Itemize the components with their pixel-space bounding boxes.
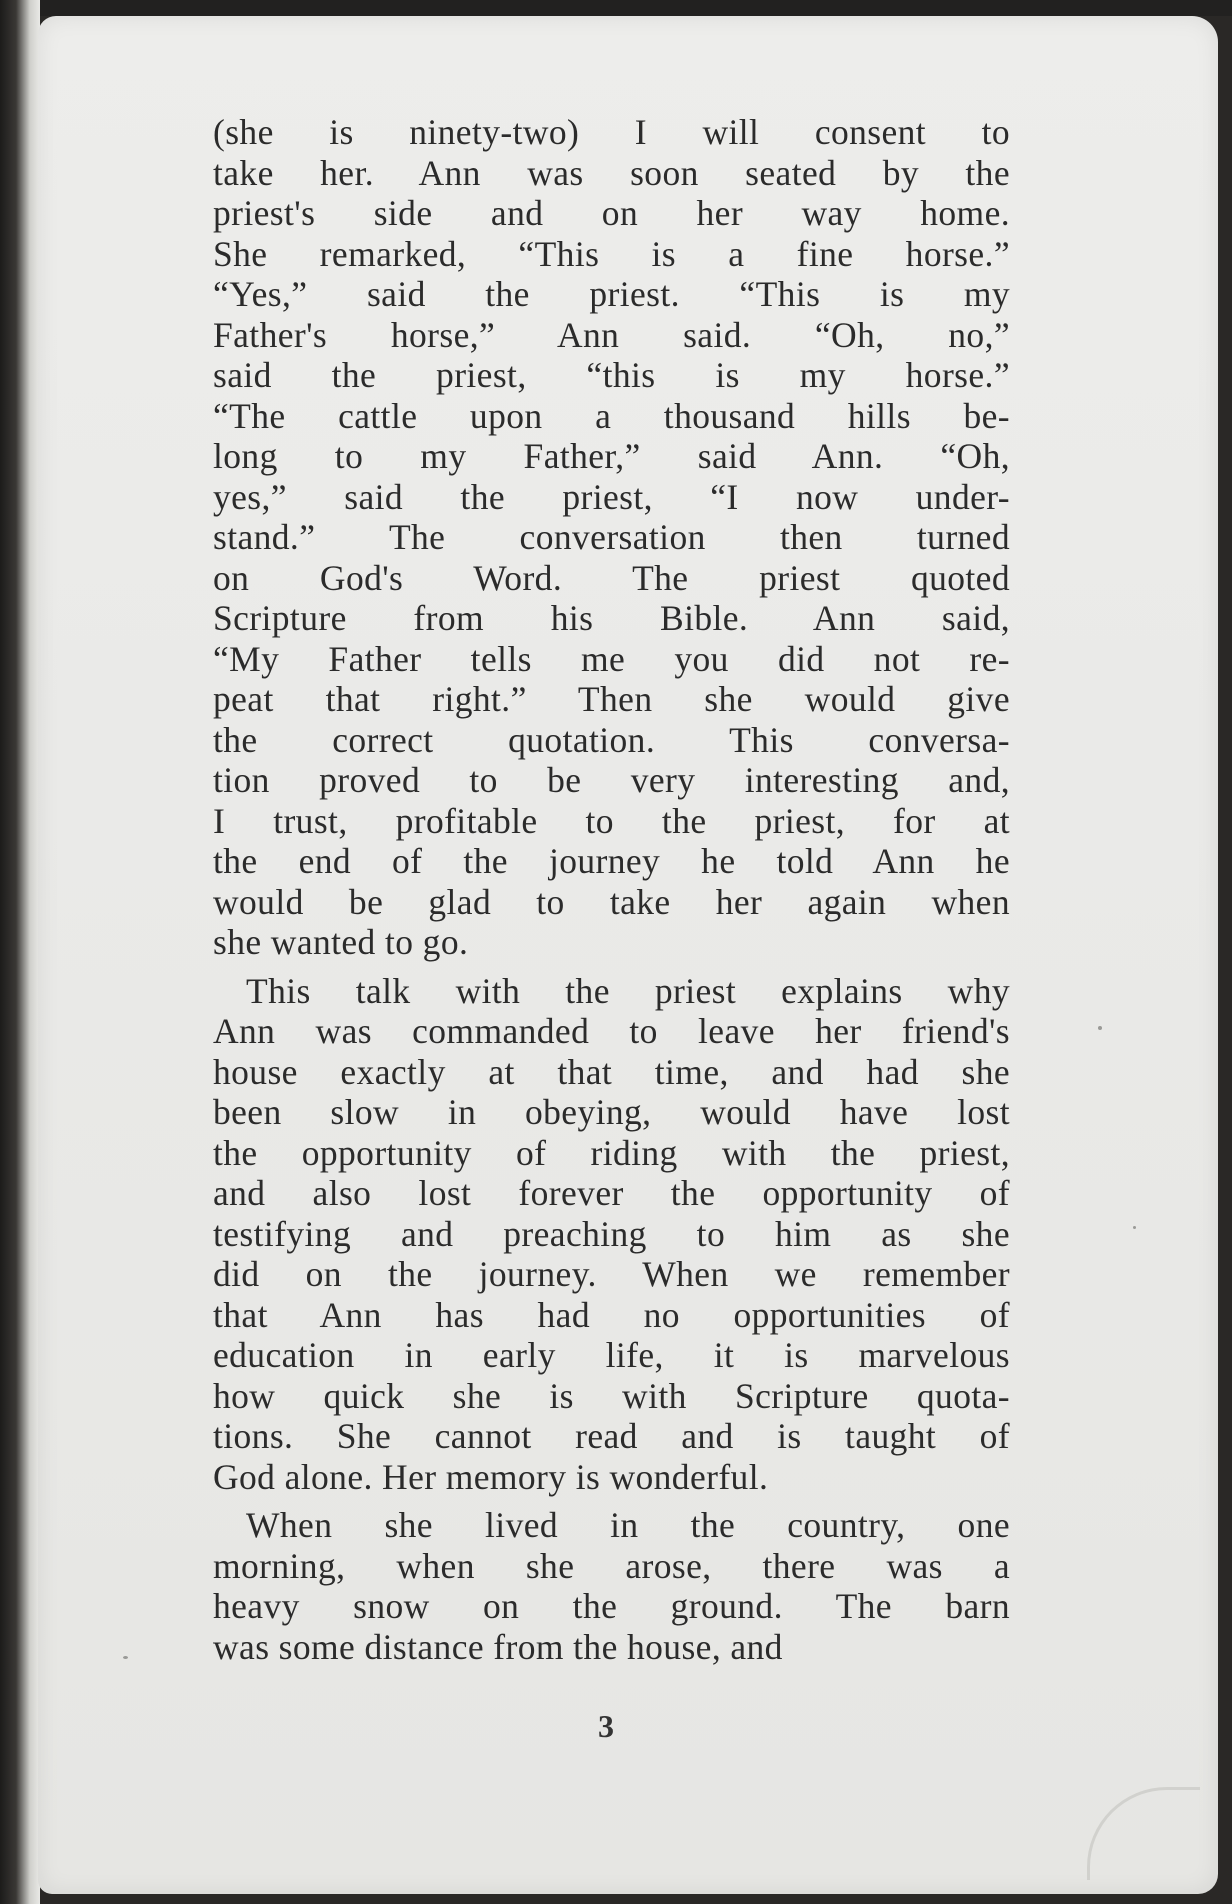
text-line: was some distance from the house, and [213,1626,783,1667]
text-line: she wanted to go. [213,922,469,962]
text-line: “Yes,” said the priest. “This is my [213,274,1010,314]
text-line: would be glad to take her again when [213,881,1010,922]
text-line: “The cattle upon a thousand hills be- [213,395,1010,436]
text-line: Ann was commanded to leave her friend's [213,1011,1010,1051]
text-line: heavy snow on the ground. The barn [213,1586,1010,1626]
text-line: testifying and preaching to him as she [213,1213,1010,1254]
text-line: morning, when she arose, there was a [213,1545,1010,1586]
text-line: Father's horse,” Ann said. “Oh, no,” [213,314,1010,355]
text-line: tion proved to be very interesting and, [213,760,1010,800]
text-line: She remarked, “This is a fine horse.” [213,233,1010,274]
text-line: long to my Father,” said Ann. “Oh, [213,436,1010,476]
text-line: take her. Ann was soon seated by the [213,152,1010,193]
text-line: When she lived in the country, one [246,1505,1010,1545]
page-speck [123,1656,128,1659]
text-line: house exactly at that time, and had she [213,1051,1010,1092]
text-line: the end of the journey he told Ann he [213,841,1010,881]
text-line: and also lost forever the opportunity of [213,1173,1010,1213]
text-line: how quick she is with Scripture quota- [213,1375,1010,1416]
text-line: on God's Word. The priest quoted [213,557,1010,598]
text-line: that Ann has had no opportunities of [213,1294,1010,1335]
page-corner-curl [1087,1787,1200,1880]
text-line: I trust, profitable to the priest, for at [213,800,1010,841]
paragraph [213,112,1010,963]
text-line: peat that right.” Then she would give [213,679,1010,719]
book-spine [0,0,40,1904]
body-text [213,112,1010,1675]
page-speck [1133,1226,1136,1229]
text-line: This talk with the priest explains why [246,970,1010,1011]
text-line: said the priest, “this is my horse.” [213,355,1010,395]
text-line: stand.” The conversation then turned [213,517,1010,557]
text-line: priest's side and on her way home. [213,193,1010,233]
text-line: (she is ninety-two) I will consent to [213,112,1010,152]
page-number: 3 [598,1708,614,1744]
paragraph [213,971,1010,1498]
text-line: education in early life, it is marvelous [213,1335,1010,1375]
scan-top-edge [0,0,1232,16]
text-line: Scripture from his Bible. Ann said, [213,598,1010,638]
text-line: God alone. Her memory is wonderful. [213,1456,769,1497]
text-line: tions. She cannot read and is taught of [213,1416,1010,1456]
text-line: did on the journey. When we remember [213,1254,1010,1294]
page-speck [1098,1026,1102,1030]
paragraph [213,1505,1010,1667]
text-line: been slow in obeying, would have lost [213,1092,1010,1132]
text-line: the correct quotation. This conversa- [213,719,1010,760]
text-line: yes,” said the priest, “I now under- [213,476,1010,517]
text-line: “My Father tells me you did not re- [213,638,1010,679]
text-line: the opportunity of riding with the priest, [213,1132,1010,1173]
